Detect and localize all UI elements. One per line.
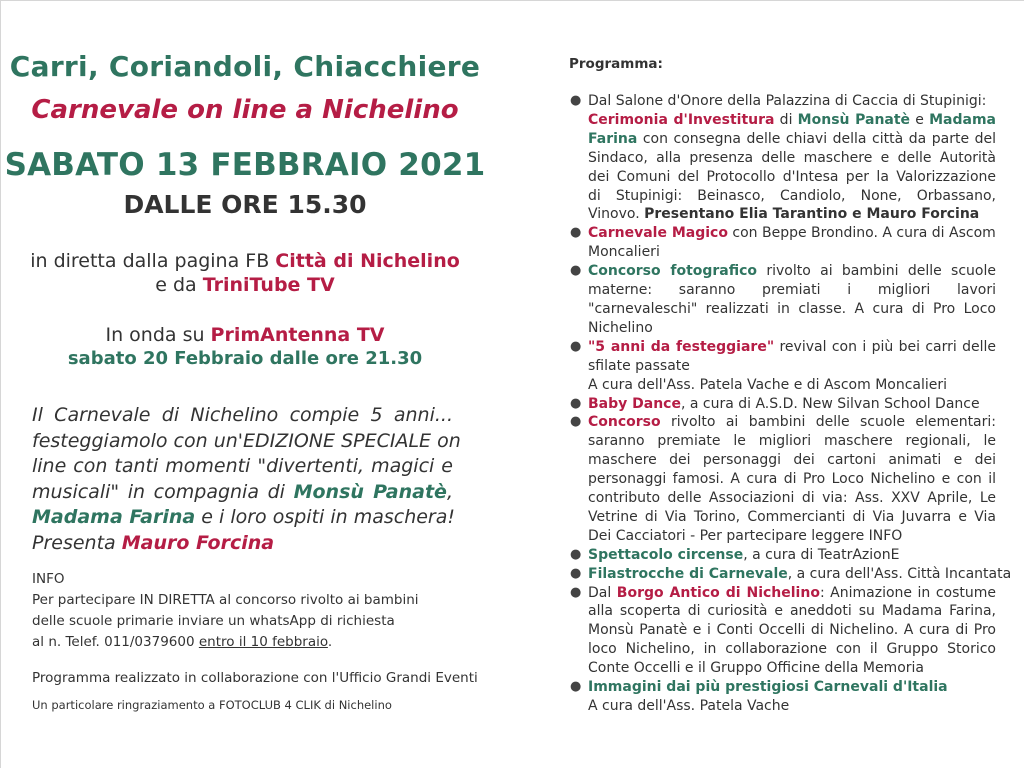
bullet-icon: ● — [570, 338, 582, 354]
intro-line — [32, 480, 453, 506]
investiture-title: Cerimonia d'Investitura — [588, 111, 775, 128]
bullet-icon: ● — [570, 395, 582, 411]
program-item — [566, 678, 996, 716]
info-line: delle scuole primarie inviare un whatsApp di richiesta — [32, 613, 395, 629]
item-text: Conte Occelli e il Gruppo Officine della Memoria — [588, 660, 924, 677]
item-text: , a cura dell'Ass. Città Incantata — [787, 565, 1012, 582]
item-title: "5 anni da festeggiare" — [588, 338, 775, 355]
item-title: Concorso fotografico — [588, 263, 758, 280]
item-text: , a cura di A.S.D. New Silvan School Dance — [680, 395, 980, 412]
program-item — [566, 584, 996, 679]
tv-broadcast-line — [0, 324, 490, 346]
intro-line — [32, 505, 456, 531]
item-text: : Animazione in costume — [819, 584, 996, 601]
tv-channel-name: PrimAntenna TV — [210, 324, 385, 346]
item-text: rivolto ai bambini delle scuole — [757, 263, 996, 280]
item-text: revival con i più bei carri delle — [774, 338, 996, 355]
farina-name: Farina — [588, 130, 638, 147]
bullet-icon: ● — [570, 263, 582, 279]
tv-broadcast-when: sabato 20 Febbraio dalle ore 21.30 — [67, 348, 423, 369]
bullet-icon: ● — [570, 414, 582, 430]
item-text: Moncalieri — [588, 244, 660, 261]
page-title: Carri, Coriandoli, Chiacchiere — [9, 50, 481, 83]
item-text: alla scoperta di curiosità e aneddoti su Madama Farina, — [588, 603, 996, 620]
madama-name: Madama — [929, 111, 996, 128]
event-time: DALLE ORE 15.30 — [123, 190, 367, 219]
item-text: maschere dei personaggi dei cartoni animati e dei — [588, 452, 996, 469]
item-text: A cura dell'Ass. Patela Vache — [588, 698, 790, 714]
live-stream-line — [0, 250, 490, 272]
item-line — [588, 413, 996, 432]
program-item — [566, 546, 996, 565]
live-and: e da — [155, 274, 203, 296]
info-deadline: entro il 10 febbraio — [198, 634, 328, 650]
info-phone: al n. Telef. 011/0379600 — [32, 634, 199, 650]
info-line: Per partecipare IN DIRETTA al concorso rivolto ai bambini — [32, 592, 419, 608]
air-prefix: In onda su — [105, 324, 211, 346]
item-text: loco Nichelino, in collaborazione con il Gruppo Storico — [588, 641, 996, 658]
item-line — [588, 130, 996, 149]
page-subtitle: Carnevale on line a Nichelino — [31, 95, 459, 125]
item-line — [588, 584, 996, 603]
program-item — [566, 565, 1012, 584]
item-title: Carnevale Magico — [588, 225, 728, 242]
event-summary — [0, 0, 490, 768]
bullet-icon: ● — [570, 546, 582, 562]
program-item — [566, 262, 996, 338]
item-text: "carnevaleschi" realizzati in classe. A cura di Pro Loco — [588, 300, 996, 317]
item-line — [588, 395, 996, 414]
info-line — [32, 632, 419, 653]
item-text: rivolto ai bambini delle scuole elementari: — [660, 414, 996, 431]
item-line — [588, 546, 996, 565]
item-text: Nichelino — [588, 319, 653, 336]
item-line — [588, 262, 996, 281]
item-text: Dal Salone d'Onore della Palazzina di Caccia di Stupinigi: — [588, 93, 987, 109]
item-text: Sindaco, alla presenza delle maschere e delle Autorità — [588, 149, 996, 166]
item-text: Monsù Panatè e i Conti Occelli di Nichelino. A cura di Pro — [588, 622, 996, 639]
program-item — [566, 338, 996, 395]
item-text: di Stupinigi: Beinasco, Candiolo, None, Orbassano, — [588, 187, 996, 204]
intro-line: line con tanti momenti "divertenti, magici e — [32, 455, 453, 478]
bullet-icon: ● — [570, 679, 582, 695]
item-title: Immagini dai più prestigiosi Carnevali d'Italia — [588, 679, 948, 696]
live-channel-line — [0, 274, 490, 296]
item-text: con Beppe Brondino. A cura di Ascom — [727, 225, 996, 242]
item-text: , a cura di TeatrAzionE — [743, 546, 900, 563]
bullet-icon: ● — [570, 225, 582, 241]
program-list — [566, 92, 1012, 716]
trinitube-channel: TriniTube TV — [202, 274, 335, 296]
program-item — [566, 224, 996, 262]
item-text: A cura dell'Ass. Patela Vache e di Ascom Moncalieri — [588, 376, 948, 393]
live-prefix: in diretta dalla pagina FB — [30, 250, 276, 272]
collaboration-credit: Programma realizzato in collaborazione con l'Ufficio Grandi Eventi — [32, 670, 478, 686]
info-block — [32, 569, 419, 653]
presenter-name: Mauro Forcina — [121, 531, 275, 554]
monsu-panate-name: Monsù Panatè — [293, 480, 447, 503]
intro-text: Presenta — [32, 531, 122, 554]
facebook-page-name: Città di Nichelino — [275, 250, 460, 272]
madama-farina-name: Madama Farina — [32, 506, 196, 529]
program-item — [566, 395, 996, 414]
item-line — [588, 224, 996, 243]
intro-line — [32, 531, 453, 557]
intro-line: festeggiamolo con un'EDIZIONE SPECIALE on — [32, 429, 461, 452]
program-item — [566, 413, 996, 545]
item-line — [588, 565, 1012, 584]
item-title: Baby Dance — [588, 395, 681, 412]
info-heading: INFO — [32, 571, 65, 587]
item-text: Vetrine di Via Torino, Commercianti di Via Juvarra e Via — [588, 508, 996, 525]
info-text: . — [327, 634, 333, 650]
item-title: Spettacolo circense — [588, 546, 744, 563]
item-line — [588, 205, 996, 224]
item-text: materne: saranno premiati i migliori lavori — [588, 282, 996, 299]
presenters: Presentano Elia Tarantino e Mauro Forcina — [644, 206, 980, 223]
item-text: di — [774, 111, 798, 128]
intro-text: e i loro ospiti in maschera! — [195, 506, 456, 529]
item-title: Filastrocche di Carnevale — [588, 565, 788, 582]
item-text: saranno premiate le migliori maschere regionali, le — [588, 433, 996, 450]
program-item — [566, 92, 996, 224]
bullet-icon: ● — [570, 565, 582, 581]
program-heading: Programma: — [569, 56, 663, 72]
item-line — [588, 111, 996, 130]
monsu-panate-name: Monsù Panatè — [797, 111, 911, 128]
item-title: Concorso — [588, 414, 661, 431]
item-line — [588, 338, 996, 357]
item-text: dei Comuni del Protocollo d'Intesa per la Valorizzazione — [588, 168, 996, 185]
item-text: Dal — [588, 584, 617, 601]
event-date: SABATO 13 FEBBRAIO 2021 — [4, 147, 486, 183]
bullet-icon: ● — [570, 93, 582, 108]
bullet-icon: ● — [570, 584, 582, 600]
item-text: personaggi famosi. A cura di Pro Loco Nichelino e con il — [588, 471, 996, 488]
item-text: contributo delle Associazioni di via: Ass. XXV Aprile, Le — [588, 490, 996, 507]
item-text: Dei Cacciatori - Per partecipare leggere INFO — [588, 527, 903, 544]
intro-text: , — [446, 480, 453, 503]
item-text: Vinovo. — [588, 206, 645, 223]
item-title: Borgo Antico di Nichelino — [616, 584, 820, 601]
thanks-credit: Un particolare ringraziamento a FOTOCLUB 4 CLIK di Nichelino — [32, 698, 392, 712]
intro-paragraph — [32, 403, 461, 557]
item-text: e — [910, 111, 930, 128]
intro-text: musicali" in compagnia di — [32, 480, 294, 503]
intro-line: Il Carnevale di Nichelino compie 5 anni... — [32, 404, 453, 426]
item-text: sfilate passate — [588, 357, 690, 374]
item-text: con consegna delle chiavi della città da parte del — [637, 130, 996, 147]
